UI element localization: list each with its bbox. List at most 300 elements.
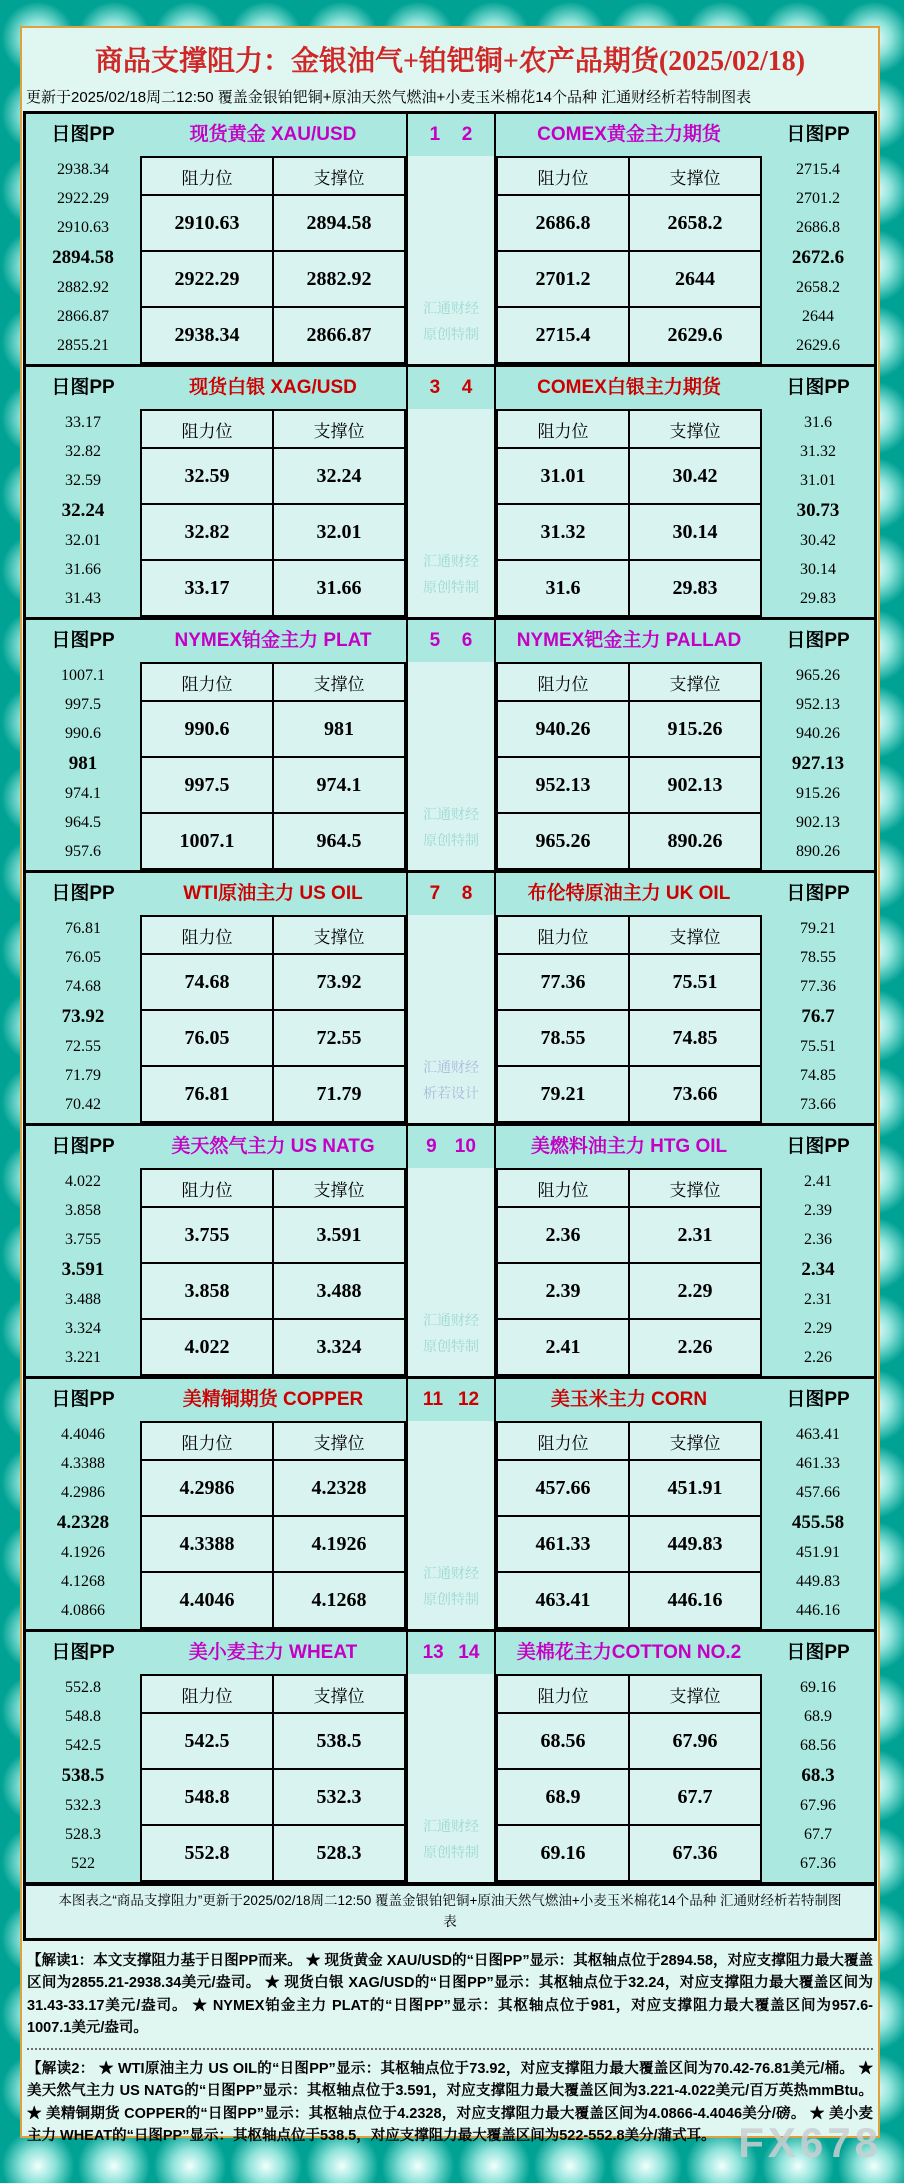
support-value: 2.31 xyxy=(629,1207,761,1263)
pp-value: 68.56 xyxy=(800,1736,836,1754)
levels-table xyxy=(140,1168,406,1376)
pp-value: 2644 xyxy=(802,307,834,325)
levels-header-row xyxy=(141,663,405,701)
support-header: 支撑位 xyxy=(629,663,761,701)
left-pp-column xyxy=(26,367,140,617)
pp-values xyxy=(762,409,874,617)
pp-value: 548.8 xyxy=(65,1708,101,1726)
resistance-header: 阻力位 xyxy=(141,663,273,701)
pp-value: 522 xyxy=(71,1854,95,1872)
resistance-value: 990.6 xyxy=(141,701,273,757)
pivot-value: 2.34 xyxy=(801,1259,835,1281)
commodity-block xyxy=(26,873,874,1126)
resistance-header: 阻力位 xyxy=(497,663,629,701)
chart-numbers xyxy=(408,367,494,409)
pp-value: 72.55 xyxy=(65,1038,101,1056)
pp-value: 2938.34 xyxy=(57,161,109,179)
level-row xyxy=(497,1460,761,1516)
commodity-block xyxy=(26,1632,874,1885)
resistance-value: 940.26 xyxy=(497,701,629,757)
resistance-header: 阻力位 xyxy=(497,916,629,954)
support-value: 532.3 xyxy=(273,1769,405,1825)
update-subtitle: 更新于2025/02/18周二12:50 覆盖金银铂钯铜+原油天然气燃油+小麦玉米棉花14个品种 汇通财经析若特制图表 xyxy=(26,89,752,106)
support-value: 915.26 xyxy=(629,701,761,757)
level-row xyxy=(141,1010,405,1066)
resistance-header: 阻力位 xyxy=(141,1169,273,1207)
resistance-value: 77.36 xyxy=(497,954,629,1010)
pivot-value: 2894.58 xyxy=(52,247,114,269)
pp-value: 2866.87 xyxy=(57,307,109,325)
resistance-value: 2.41 xyxy=(497,1319,629,1375)
chart-number: 2 xyxy=(461,124,473,145)
resistance-value: 74.68 xyxy=(141,954,273,1010)
pp-value: 31.6 xyxy=(804,414,832,432)
instrument-title: NYMEX钯金主力 PALLAD xyxy=(516,630,742,651)
pp-value: 75.51 xyxy=(800,1038,836,1056)
resistance-value: 69.16 xyxy=(497,1825,629,1881)
center-column xyxy=(406,114,496,364)
resistance-value: 952.13 xyxy=(497,757,629,813)
resistance-value: 2938.34 xyxy=(141,307,273,363)
pp-value: 31.66 xyxy=(65,560,101,578)
blocks-container xyxy=(26,114,874,1885)
pp-value: 964.5 xyxy=(65,813,101,831)
levels-table xyxy=(496,1168,762,1376)
level-row xyxy=(497,560,761,616)
pp-value: 2.41 xyxy=(804,1173,832,1191)
site-watermark: 汇通财经 原创特制 xyxy=(423,552,479,596)
center-body xyxy=(408,662,494,870)
right-pp-column xyxy=(762,1632,874,1882)
instrument-title: 美棉花主力COTTON NO.2 xyxy=(516,1642,742,1663)
pp-value: 77.36 xyxy=(800,977,836,995)
pp-value: 4.3388 xyxy=(61,1455,105,1473)
pp-value: 79.21 xyxy=(800,920,836,938)
left-instrument-panel xyxy=(140,620,406,870)
level-row xyxy=(497,1207,761,1263)
support-header: 支撑位 xyxy=(273,1169,405,1207)
support-value: 73.92 xyxy=(273,954,405,1010)
pivot-value: 3.591 xyxy=(61,1259,105,1281)
support-header: 支撑位 xyxy=(273,916,405,954)
level-row xyxy=(497,813,761,869)
commodity-block xyxy=(26,1126,874,1379)
pp-value: 32.01 xyxy=(65,532,101,550)
level-row xyxy=(497,504,761,560)
support-header: 支撑位 xyxy=(273,410,405,448)
pp-value: 957.6 xyxy=(65,842,101,860)
pp-value: 2.36 xyxy=(804,1230,832,1248)
right-instrument-panel xyxy=(496,1632,762,1882)
pp-value: 940.26 xyxy=(796,724,840,742)
explanations xyxy=(22,1941,878,2148)
chart-number: 6 xyxy=(461,630,473,651)
level-row xyxy=(497,1769,761,1825)
pp-value: 2882.92 xyxy=(57,279,109,297)
right-instrument-panel xyxy=(496,114,762,364)
pp-value: 30.14 xyxy=(800,560,836,578)
resistance-value: 33.17 xyxy=(141,560,273,616)
pp-value: 457.66 xyxy=(796,1483,840,1501)
resistance-value: 32.59 xyxy=(141,448,273,504)
resistance-value: 68.9 xyxy=(497,1769,629,1825)
support-value: 3.488 xyxy=(273,1263,405,1319)
right-pp-column xyxy=(762,620,874,870)
pp-value: 2910.63 xyxy=(57,218,109,236)
pivot-table xyxy=(23,111,877,1941)
support-value: 446.16 xyxy=(629,1572,761,1628)
resistance-value: 32.82 xyxy=(141,504,273,560)
pp-values xyxy=(26,662,140,870)
support-value: 2866.87 xyxy=(273,307,405,363)
pivot-value: 30.73 xyxy=(796,500,840,522)
pp-value: 74.68 xyxy=(65,977,101,995)
center-column xyxy=(406,620,496,870)
level-row xyxy=(141,504,405,560)
support-value: 72.55 xyxy=(273,1010,405,1066)
pp-value: 31.01 xyxy=(800,471,836,489)
levels-table xyxy=(496,409,762,617)
right-pp-column xyxy=(762,367,874,617)
right-pp-column xyxy=(762,1379,874,1629)
left-instrument-panel xyxy=(140,114,406,364)
right-instrument-panel xyxy=(496,873,762,1123)
pp-values xyxy=(26,915,140,1123)
pp-value: 67.36 xyxy=(800,1854,836,1872)
pp-value: 902.13 xyxy=(796,813,840,831)
support-value: 974.1 xyxy=(273,757,405,813)
resistance-header: 阻力位 xyxy=(497,1169,629,1207)
chart-number: 1 xyxy=(429,124,441,145)
pp-label: 日图PP xyxy=(51,630,115,651)
support-value: 890.26 xyxy=(629,813,761,869)
pp-value: 3.488 xyxy=(65,1291,101,1309)
right-instrument-panel xyxy=(496,1379,762,1629)
level-row xyxy=(141,195,405,251)
instrument-title: COMEX白银主力期货 xyxy=(537,377,721,398)
pp-values xyxy=(762,1421,874,1629)
level-row xyxy=(497,1319,761,1375)
site-watermark: 汇通财经 析若设计 xyxy=(423,1058,479,1102)
site-watermark: 汇通财经 原创特制 xyxy=(423,1311,479,1355)
center-column xyxy=(406,873,496,1123)
pp-value: 2.39 xyxy=(804,1202,832,1220)
site-watermark: 汇通财经 原创特制 xyxy=(423,1817,479,1861)
chart-number: 3 xyxy=(429,377,441,398)
levels-table xyxy=(140,662,406,870)
levels-table xyxy=(140,409,406,617)
pp-value: 3.755 xyxy=(65,1230,101,1248)
pivot-value: 32.24 xyxy=(61,500,105,522)
commodity-block xyxy=(26,620,874,873)
level-row xyxy=(141,1713,405,1769)
pp-value: 67.96 xyxy=(800,1797,836,1815)
support-value: 31.66 xyxy=(273,560,405,616)
pp-values xyxy=(26,1421,140,1629)
left-pp-column xyxy=(26,873,140,1123)
resistance-value: 463.41 xyxy=(497,1572,629,1628)
chart-number: 12 xyxy=(457,1389,480,1410)
chart-number: 13 xyxy=(422,1642,444,1663)
center-body xyxy=(408,1674,494,1882)
level-row xyxy=(141,813,405,869)
pp-values xyxy=(762,915,874,1123)
center-column xyxy=(406,1126,496,1376)
support-header: 支撑位 xyxy=(273,1422,405,1460)
levels-header-row xyxy=(141,157,405,195)
pivot-value: 538.5 xyxy=(61,1765,105,1787)
pp-value: 4.4046 xyxy=(61,1426,105,1444)
resistance-value: 4.022 xyxy=(141,1319,273,1375)
support-value: 30.42 xyxy=(629,448,761,504)
levels-header-row xyxy=(497,663,761,701)
left-pp-column xyxy=(26,1632,140,1882)
center-column xyxy=(406,367,496,617)
resistance-value: 457.66 xyxy=(497,1460,629,1516)
pp-value: 990.6 xyxy=(65,724,101,742)
pp-label: 日图PP xyxy=(786,1136,850,1157)
pp-value: 2658.2 xyxy=(796,279,840,297)
resistance-value: 2.39 xyxy=(497,1263,629,1319)
pivot-value: 2672.6 xyxy=(791,247,845,269)
site-watermark: 汇通财经 原创特制 xyxy=(423,299,479,343)
explanation-2: 【解读2： ★ WTI原油主力 US OIL的“日图PP”显示：其枢轴点位于73.92，对应支撑阻力最大覆盖区间为70.42-76.81美元/桶。 ★ 美天然气主力 US NATG的“日图PP”显示：其枢轴点位于3.591，对应支撑阻力最大覆盖区间为3.221-4.022美元/百万英热mmBtu。 ★ 美精铜期货 COPPER的“日图PP”显示：其枢轴点位于4.2328，对应支撑阻力最大覆盖区间为4.0866-4.4046美分/磅。 ★ 美小麦主力 WHEAT的“日图PP”显示：其枢轴点位于538.5，对应支撑阻力最大覆盖区间为522-552.8美分/蒲式耳。 xyxy=(27,2060,873,2145)
left-instrument-panel xyxy=(140,1379,406,1629)
chart-number: 7 xyxy=(429,883,441,904)
resistance-value: 4.2986 xyxy=(141,1460,273,1516)
pp-value: 31.43 xyxy=(65,589,101,607)
resistance-value: 548.8 xyxy=(141,1769,273,1825)
support-value: 3.324 xyxy=(273,1319,405,1375)
pivot-value: 68.3 xyxy=(801,1765,835,1787)
resistance-value: 2.36 xyxy=(497,1207,629,1263)
level-row xyxy=(497,251,761,307)
resistance-value: 68.56 xyxy=(497,1713,629,1769)
level-row xyxy=(497,1825,761,1881)
levels-table xyxy=(140,915,406,1123)
resistance-value: 3.755 xyxy=(141,1207,273,1263)
support-value: 29.83 xyxy=(629,560,761,616)
pp-values xyxy=(762,1168,874,1376)
support-value: 30.14 xyxy=(629,504,761,560)
level-row xyxy=(497,1263,761,1319)
resistance-header: 阻力位 xyxy=(141,157,273,195)
chart-number: 14 xyxy=(458,1642,480,1663)
pp-value: 2.29 xyxy=(804,1319,832,1337)
right-instrument-panel xyxy=(496,1126,762,1376)
pp-value: 2629.6 xyxy=(796,336,840,354)
pivot-value: 4.2328 xyxy=(56,1512,110,1534)
instrument-title: 美燃料油主力 HTG OIL xyxy=(530,1136,728,1157)
left-pp-column xyxy=(26,114,140,364)
pivot-value: 76.7 xyxy=(801,1006,835,1028)
pp-value: 70.42 xyxy=(65,1095,101,1113)
support-value: 32.24 xyxy=(273,448,405,504)
support-value: 67.36 xyxy=(629,1825,761,1881)
resistance-value: 1007.1 xyxy=(141,813,273,869)
chart-numbers xyxy=(408,620,494,662)
level-row xyxy=(141,701,405,757)
pp-label: 日图PP xyxy=(51,1642,115,1663)
pp-value: 2855.21 xyxy=(57,336,109,354)
level-row xyxy=(141,954,405,1010)
center-column xyxy=(406,1632,496,1882)
level-row xyxy=(497,1066,761,1122)
pp-value: 69.16 xyxy=(800,1679,836,1697)
resistance-value: 997.5 xyxy=(141,757,273,813)
support-header: 支撑位 xyxy=(629,1675,761,1713)
levels-header-row xyxy=(497,1169,761,1207)
pp-label: 日图PP xyxy=(786,124,850,145)
pp-value: 32.59 xyxy=(65,471,101,489)
level-row xyxy=(497,307,761,363)
instrument-title: 美精铜期货 COPPER xyxy=(182,1389,364,1410)
levels-header-row xyxy=(497,410,761,448)
pp-value: 3.324 xyxy=(65,1319,101,1337)
page-title: 商品支撑阻力：金银油气+铂钯铜+农产品期货(2025/02/18) xyxy=(94,46,806,77)
instrument-title: 美玉米主力 CORN xyxy=(550,1389,708,1410)
instrument-title: NYMEX铂金主力 PLAT xyxy=(174,630,372,651)
resistance-header: 阻力位 xyxy=(141,1675,273,1713)
commodity-block xyxy=(26,367,874,620)
level-row xyxy=(497,1713,761,1769)
pp-values xyxy=(762,1674,874,1882)
left-instrument-panel xyxy=(140,1126,406,1376)
support-value: 528.3 xyxy=(273,1825,405,1881)
right-instrument-panel xyxy=(496,620,762,870)
chart-number: 9 xyxy=(426,1136,437,1157)
support-value: 451.91 xyxy=(629,1460,761,1516)
levels-header-row xyxy=(497,157,761,195)
pp-value: 451.91 xyxy=(796,1544,840,1562)
instrument-title: WTI原油主力 US OIL xyxy=(183,883,363,904)
chart-numbers xyxy=(408,114,494,156)
support-value: 2882.92 xyxy=(273,251,405,307)
support-value: 3.591 xyxy=(273,1207,405,1263)
commodity-block xyxy=(26,1379,874,1632)
pp-value: 4.022 xyxy=(65,1173,101,1191)
resistance-value: 542.5 xyxy=(141,1713,273,1769)
level-row xyxy=(141,1207,405,1263)
pp-value: 4.1926 xyxy=(61,1544,105,1562)
pp-label: 日图PP xyxy=(786,630,850,651)
left-instrument-panel xyxy=(140,1632,406,1882)
resistance-value: 965.26 xyxy=(497,813,629,869)
support-value: 981 xyxy=(273,701,405,757)
resistance-header: 阻力位 xyxy=(141,1422,273,1460)
pp-value: 890.26 xyxy=(796,842,840,860)
support-value: 67.7 xyxy=(629,1769,761,1825)
pp-value: 2715.4 xyxy=(796,161,840,179)
pp-value: 30.42 xyxy=(800,532,836,550)
support-header: 支撑位 xyxy=(629,916,761,954)
support-value: 2658.2 xyxy=(629,195,761,251)
right-pp-column xyxy=(762,1126,874,1376)
pp-label: 日图PP xyxy=(51,124,115,145)
support-value: 2629.6 xyxy=(629,307,761,363)
pp-value: 68.9 xyxy=(804,1708,832,1726)
level-row xyxy=(497,448,761,504)
left-pp-column xyxy=(26,620,140,870)
pp-values xyxy=(26,156,140,364)
level-row xyxy=(141,251,405,307)
center-body xyxy=(408,156,494,364)
commodity-block xyxy=(26,114,874,367)
pp-value: 463.41 xyxy=(796,1426,840,1444)
left-instrument-panel xyxy=(140,367,406,617)
levels-table xyxy=(140,1674,406,1882)
level-row xyxy=(141,1263,405,1319)
chart-numbers xyxy=(408,873,494,915)
pp-value: 3.858 xyxy=(65,1202,101,1220)
center-body xyxy=(408,1168,494,1376)
pp-value: 446.16 xyxy=(796,1601,840,1619)
chart-number: 11 xyxy=(422,1389,444,1410)
pivot-value: 455.58 xyxy=(791,1512,845,1534)
pp-value: 4.2986 xyxy=(61,1483,105,1501)
pp-label: 日图PP xyxy=(51,377,115,398)
pp-value: 1007.1 xyxy=(61,667,105,685)
center-body xyxy=(408,409,494,617)
pp-label: 日图PP xyxy=(786,377,850,398)
pp-value: 965.26 xyxy=(796,667,840,685)
support-value: 902.13 xyxy=(629,757,761,813)
dotted-divider xyxy=(27,2048,873,2050)
right-instrument-panel xyxy=(496,367,762,617)
support-value: 71.79 xyxy=(273,1066,405,1122)
fx678-watermark: FX678 xyxy=(738,2119,882,2166)
pp-value: 29.83 xyxy=(800,589,836,607)
site-watermark: 汇通财经 原创特制 xyxy=(423,805,479,849)
resistance-value: 2686.8 xyxy=(497,195,629,251)
support-value: 449.83 xyxy=(629,1516,761,1572)
levels-header-row xyxy=(141,1675,405,1713)
level-row xyxy=(141,1769,405,1825)
support-value: 2.29 xyxy=(629,1263,761,1319)
support-header: 支撑位 xyxy=(273,157,405,195)
pp-label: 日图PP xyxy=(786,1642,850,1663)
resistance-value: 2910.63 xyxy=(141,195,273,251)
resistance-header: 阻力位 xyxy=(141,410,273,448)
level-row xyxy=(141,1572,405,1628)
resistance-value: 78.55 xyxy=(497,1010,629,1066)
pp-values xyxy=(26,1674,140,1882)
level-row xyxy=(497,757,761,813)
support-value: 2644 xyxy=(629,251,761,307)
pp-value: 71.79 xyxy=(65,1066,101,1084)
levels-table xyxy=(496,1674,762,1882)
left-pp-column xyxy=(26,1126,140,1376)
pp-label: 日图PP xyxy=(786,1389,850,1410)
level-row xyxy=(141,1460,405,1516)
pp-value: 2922.29 xyxy=(57,190,109,208)
levels-header-row xyxy=(497,1422,761,1460)
resistance-value: 76.81 xyxy=(141,1066,273,1122)
resistance-value: 2701.2 xyxy=(497,251,629,307)
pp-value: 952.13 xyxy=(796,696,840,714)
resistance-value: 76.05 xyxy=(141,1010,273,1066)
support-header: 支撑位 xyxy=(273,1675,405,1713)
resistance-value: 3.858 xyxy=(141,1263,273,1319)
pp-value: 2.31 xyxy=(804,1291,832,1309)
support-value: 32.01 xyxy=(273,504,405,560)
levels-header-row xyxy=(141,1422,405,1460)
level-row xyxy=(141,560,405,616)
site-watermark: 汇通财经 原创特制 xyxy=(423,1564,479,1608)
resistance-value: 4.4046 xyxy=(141,1572,273,1628)
pp-label: 日图PP xyxy=(786,883,850,904)
support-value: 74.85 xyxy=(629,1010,761,1066)
